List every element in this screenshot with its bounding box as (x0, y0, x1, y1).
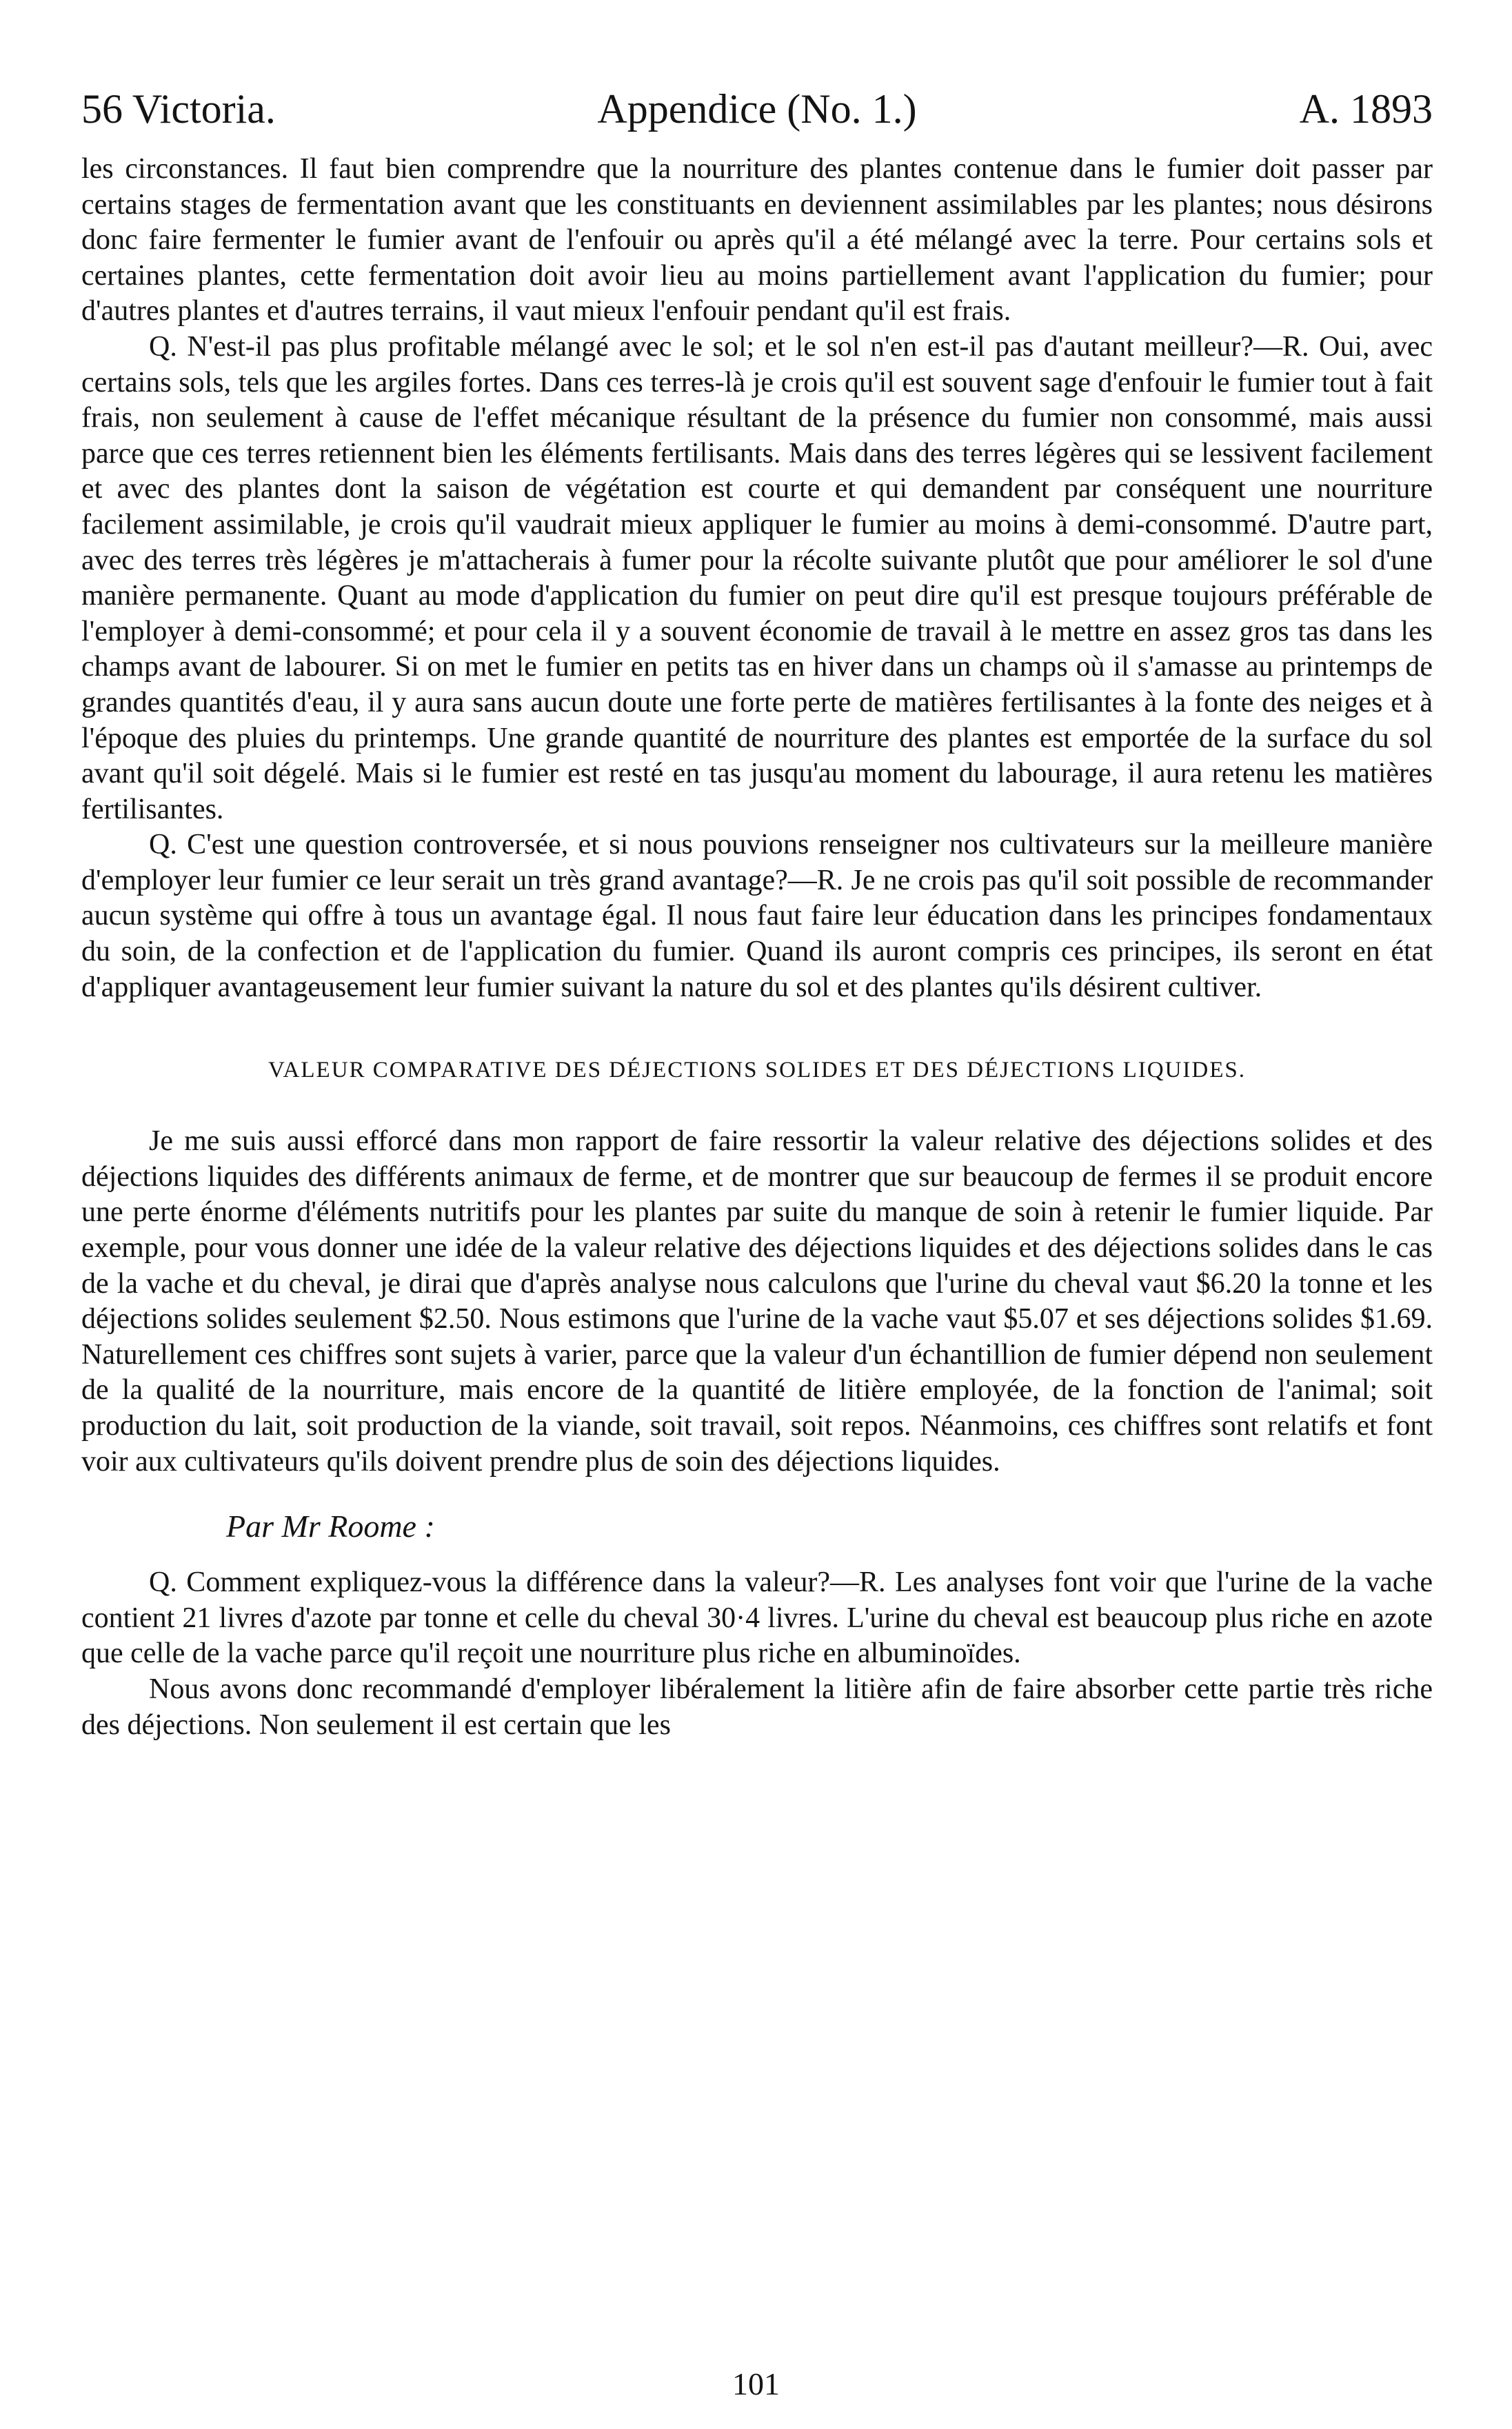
paragraph: Nous avons donc recommandé d'employer libéralement la litière afin de faire absorber cette partie très riche des déjections. Non seulement il est certain que les (81, 1673, 1433, 1741)
page-number: 101 (732, 2366, 780, 2401)
header-session: 56 Victoria. (81, 86, 276, 132)
paragraph: Je me suis aussi efforcé dans mon rapport de faire ressortir la valeur relative des déjections solides et des déjections liquides des différents animaux de ferme, et de montrer que sur beaucoup de fermes il se produit encore une perte énorme d'éléments nutritifs pour les plantes par suite du manque de soin à retenir le fumier liquide. Par exemple, pour vous donner une idée de la valeur relative des déjections liquides et des déjections solides dans le cas de la vache et du cheval, je dirai que d'après analyse nous calculons que l'urine du cheval vaut $6.20 la tonne et les déjections solides seulement $2.50. Nous estimons que l'urine de la vache vaut $5.07 et ses déjections solides $1.69. Naturellement ces chiffres sont sujets à varier, parce que la valeur d'un échantillion de fumier dépend non seulement de la qualité de la nourriture, mais encore de la quantité de litière employée, de la fonction de l'animal; soit production du lait, soit production de la viande, soit travail, soit repos. Néanmoins, ces chiffres sont relatifs et font voir aux cultivateurs qu'ils doivent prendre plus de soin des déjections liquides. (81, 1125, 1433, 1478)
running-header (81, 81, 1433, 137)
speaker-heading: Par Mr Roome : (226, 1509, 435, 1544)
header-appendix: Appendice (No. 1.) (597, 86, 917, 132)
header-year: A. 1893 (1299, 86, 1433, 132)
paragraph: les circonstances. Il faut bien comprendre que la nourriture des plantes contenue dans le fumier doit passer par certains stages de fermentation avant que les constituants en deviennent assimilables par les plantes; nous désirons donc faire fermenter le fumier avant de l'enfouir ou après qu'il a été mélangé avec la terre. Pour certains sols et certaines plantes, cette fermentation doit avoir lieu au moins partiellement avant l'application du fumier; pour d'autres plantes et d'autres terrains, il vaut mieux l'enfouir pendant qu'il est frais. (81, 153, 1433, 327)
section-heading: VALEUR COMPARATIVE DES DÉJECTIONS SOLIDES ET DES DÉJECTIONS LIQUIDES. (268, 1058, 1247, 1083)
paragraph: Q. Comment expliquez-vous la différence dans la valeur?—R. Les analyses font voir que l'urine de la vache contient 21 livres d'azote par tonne et celle du cheval 30·4 livres. L'urine du cheval est beaucoup plus riche en azote que celle de la vache parce qu'il reçoit une nourriture plus riche en albuminoïdes. (81, 1566, 1433, 1670)
document-body (81, 152, 1433, 1743)
paragraph: Q. C'est une question controversée, et si nous pouvions renseigner nos cultivateurs sur la meilleure manière d'employer leur fumier ce leur serait un très grand avantage?—R. Je ne crois pas qu'il soit possible de recommander aucun système qui offre à tous un avantage égal. Il nous faut faire leur éducation dans les principes fondamentaux du soin, de la confection et de l'application du fumier. Quand ils auront compris ces principes, ils seront en état d'appliquer avantageusement leur fumier suivant la nature du sol et des plantes qu'ils désirent cultiver. (81, 829, 1433, 1003)
paragraph: Q. N'est-il pas plus profitable mélangé avec le sol; et le sol n'en est-il pas d'autant meilleur?—R. Oui, avec certains sols, tels que les argiles fortes. Dans ces terres-là je crois qu'il est souvent sage d'enfouir le fumier tout à fait frais, non seulement à cause de l'effet mécanique résultant de la présence du fumier non consommé, mais aussi parce que ces terres retiennent bien les éléments fertilisants. Mais dans des terres légères qui se lessivent facilement et avec des plantes dont la saison de végétation est courte et qui demandent par conséquent une nourriture facilement assimilable, je crois qu'il vaudrait mieux appliquer le fumier au moins à demi-consommé. D'autre part, avec des terres très légères je m'attacherais à fumer pour la récolte suivante plutôt que pour améliorer le sol d'une manière permanente. Quant au mode d'application du fumier on peut dire qu'il est presque toujours préférable de l'employer à demi-consommé; et pour cela il y a souvent économie de travail à le mettre en assez gros tas dans les champs avant de labourer. Si on met le fumier en petits tas en hiver dans un champs où il s'amasse au printemps de grandes quantités d'eau, il y aura sans aucun doute une forte perte de matières fertilisantes à la fonte des neiges et à l'époque des pluies du printemps. Une grande quantité de nourriture des plantes est emportée de la surface du sol avant qu'il soit dégelé. Mais si le fumier est resté en tas jusqu'au moment du labourage, il aura retenu les matières fertilisantes. (81, 330, 1433, 825)
